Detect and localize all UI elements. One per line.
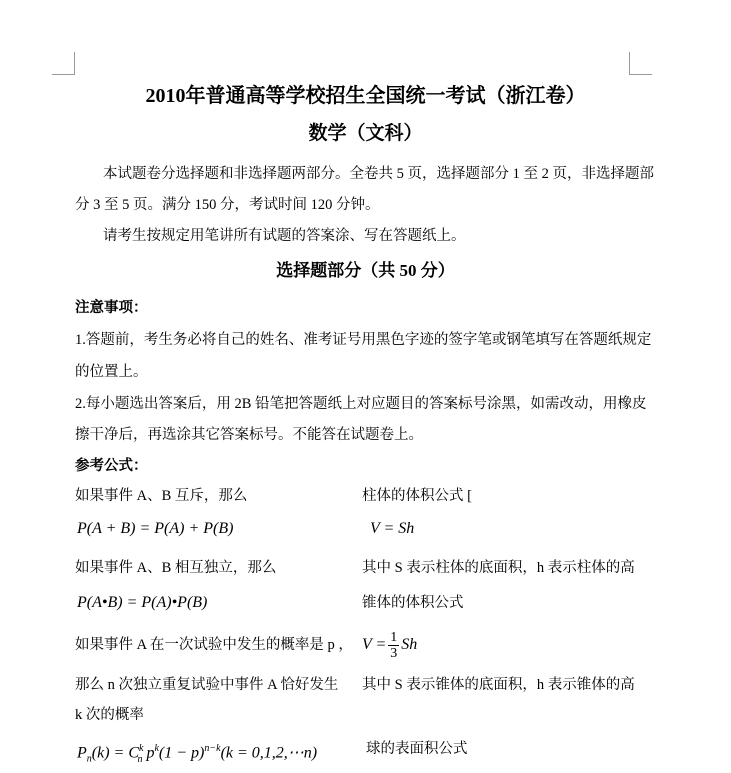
denominator: 3 — [390, 645, 398, 661]
formula-label: 球的表面积公式 — [366, 741, 468, 757]
crop-mark-top-right — [629, 52, 652, 75]
intro-line: 分 3 至 5 页。满分 150 分，考试时间 120 分钟。 — [75, 197, 380, 213]
formula-cone-volume — [362, 628, 417, 662]
note-line: 的位置上。 — [75, 364, 148, 380]
formula-part: k — [139, 743, 144, 754]
document-title: 2010年普通高等学校招生全国统一考试（浙江卷） — [145, 85, 586, 107]
formula-part: (k = 0,1,2,⋯n) — [220, 744, 318, 762]
formula-part: p — [142, 744, 155, 762]
formula-label: 柱体的体积公式 [ — [362, 488, 472, 504]
formula-label: 那么 n 次独立重复试验中事件 A 恰好发生 — [75, 677, 339, 693]
formula-binomial — [77, 739, 317, 770]
section-heading: 选择题部分（共 50 分） — [276, 261, 455, 280]
note-line: 1.答题前，考生务必将自己的姓名、准考证号用黑色字迹的签字笔或钢笔填写在答题纸规定 — [75, 332, 652, 348]
formula-label: k 次的概率 — [75, 707, 144, 723]
formula-part: V = — [362, 636, 387, 653]
formula-part: P — [77, 744, 87, 762]
formula-part: k — [154, 743, 159, 754]
document-subtitle: 数学（文科） — [308, 123, 423, 144]
formula-part: n−k — [204, 743, 221, 754]
intro-line: 请考生按规定用笔讲所有试题的答案涂、写在答题纸上。 — [103, 228, 466, 244]
fraction — [388, 630, 399, 661]
formula-cylinder-volume: V = Sh — [370, 520, 415, 537]
formula-part: n — [137, 753, 143, 765]
crop-mark-top-left — [52, 52, 75, 75]
formula-label: 如果事件 A 在一次试验中发生的概率是 p ， — [75, 637, 353, 653]
note-line: 擦干净后，再选涂其它答案标号。不能答在试题卷上。 — [75, 427, 423, 443]
formula-multiplication: P(A•B) = P(A)•P(B) — [77, 594, 208, 611]
formula-part: (1 − p) — [158, 744, 205, 762]
formulas-heading: 参考公式： — [75, 458, 148, 474]
formula-label: 如果事件 A、B 互斥，那么 — [75, 488, 248, 504]
formula-part: Sh — [401, 636, 418, 653]
formula-label: 其中 S 表示柱体的底面积，h 表示柱体的高 — [362, 560, 635, 576]
notes-heading: 注意事项： — [75, 300, 148, 316]
formula-addition: P(A + B) = P(A) + P(B) — [77, 520, 234, 537]
formula-label: 锥体的体积公式 — [362, 595, 464, 611]
formula-label: 其中 S 表示锥体的底面积，h 表示锥体的高 — [362, 677, 635, 693]
formula-part: n — [86, 753, 92, 765]
formula-label: 如果事件 A、B 相互独立，那么 — [75, 560, 277, 576]
intro-line: 本试题卷分选择题和非选择题两部分。全卷共 5 页，选择题部分 1 至 2 页，非选择题部 — [103, 166, 654, 182]
formula-part: (k) = C — [91, 744, 140, 762]
numerator: 1 — [390, 629, 398, 645]
note-line: 2.每小题选出答案后，用 2B 铅笔把答题纸上对应题目的答案标号涂黑，如需改动，用橡皮 — [75, 396, 647, 412]
